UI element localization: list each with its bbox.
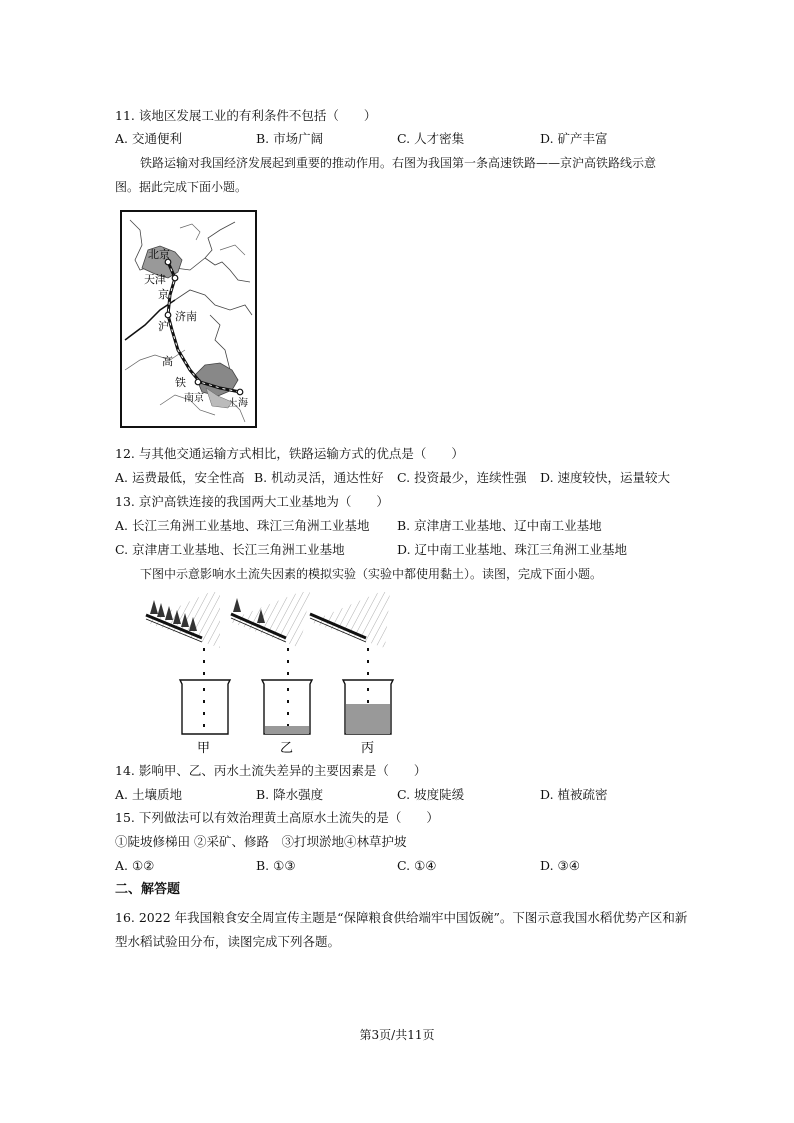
map-label-beijing: 北京 — [148, 248, 170, 261]
intro-rail-line2: 图。据此完成下面小题。 — [115, 180, 248, 194]
beaker-label-bing: 丙 — [361, 741, 375, 754]
map-label-tie: 铁 — [175, 376, 186, 389]
intro-rail-line1: 铁路运输对我国经济发展起到重要的推动作用。右图为我国第一条高速铁路——京沪高铁路线示意 — [140, 156, 657, 170]
q15-option-c: C. ①④ — [397, 858, 437, 873]
q11-option-c: C. 人才密集 — [397, 131, 465, 146]
q14-option-a: A. 土壤质地 — [115, 787, 182, 802]
jinghu-railway-map — [120, 210, 257, 428]
soil-erosion-experiment — [140, 592, 400, 754]
q13-stem: 13. 京沪高铁连接的我国两大工业基地为（ ） — [115, 494, 389, 509]
q15-choices: ①陡坡修梯田 ②采矿、修路 ③打坝淤地④林草护坡 — [115, 834, 407, 849]
q12-stem: 12. 与其他交通运输方式相比，铁路运输方式的优点是（ ） — [115, 446, 464, 461]
page-footer: 第3页/共11页 — [359, 1028, 435, 1042]
q11-stem: 11. 该地区发展工业的有利条件不包括（ ） — [115, 108, 377, 123]
q15-option-a: A. ①② — [115, 858, 155, 873]
intro-soil-line1: 下图中示意影响水土流失因素的模拟实验（实验中都使用黏土）。读图，完成下面小题。 — [140, 567, 603, 581]
q12-option-c: C. 投资最少，连续性强 — [397, 470, 527, 485]
map-label-shanghai: 上海 — [228, 398, 248, 409]
q15-option-d: D. ③④ — [540, 858, 580, 873]
q12-option-b: B. 机动灵活，通达性好 — [254, 470, 384, 485]
q13-option-b: B. 京津唐工业基地、辽中南工业基地 — [397, 518, 602, 533]
q16-line2: 型水稻试验田分布，读图完成下列各题。 — [115, 934, 341, 949]
q11-option-a: A. 交通便利 — [115, 131, 182, 146]
q15-stem: 15. 下列做法可以有效治理黄土高原水土流失的是（ ） — [115, 810, 439, 825]
map-label-nanjing: 南京 — [184, 393, 204, 404]
map-label-jinan: 济南 — [175, 310, 197, 323]
q14-option-c: C. 坡度陡缓 — [397, 787, 465, 802]
section-title: 二、解答题 — [115, 882, 181, 897]
q13-option-a: A. 长江三角洲工业基地、珠江三角洲工业基地 — [115, 518, 370, 533]
q13-option-d: D. 辽中南工业基地、珠江三角洲工业基地 — [397, 542, 628, 557]
q12-option-d: D. 速度较快，运量较大 — [540, 470, 671, 485]
q12-option-a: A. 运费最低，安全性高 — [115, 470, 245, 485]
q14-stem: 14. 影响甲、乙、丙水土流失差异的主要因素是（ ） — [115, 763, 427, 778]
q11-option-d: D. 矿产丰富 — [540, 131, 608, 146]
beaker-label-jia: 甲 — [197, 741, 211, 754]
map-label-hu: 沪 — [158, 320, 169, 333]
q14-option-b: B. 降水强度 — [256, 787, 324, 802]
beaker-label-yi: 乙 — [280, 741, 294, 754]
map-label-tianjin: 天津 — [144, 273, 166, 286]
q14-option-d: D. 植被疏密 — [540, 787, 608, 802]
q11-option-b: B. 市场广阔 — [256, 131, 324, 146]
map-label-gao: 高 — [162, 355, 173, 368]
q13-option-c: C. 京津唐工业基地、长江三角洲工业基地 — [115, 542, 345, 557]
q16-line1: 16. 2022 年我国粮食安全周宣传主题是“保障粮食供给端牢中国饭碗”。下图示意我国水稻优势产区和新 — [115, 910, 688, 925]
q15-option-b: B. ①③ — [256, 858, 296, 873]
map-label-jing: 京 — [158, 288, 169, 301]
